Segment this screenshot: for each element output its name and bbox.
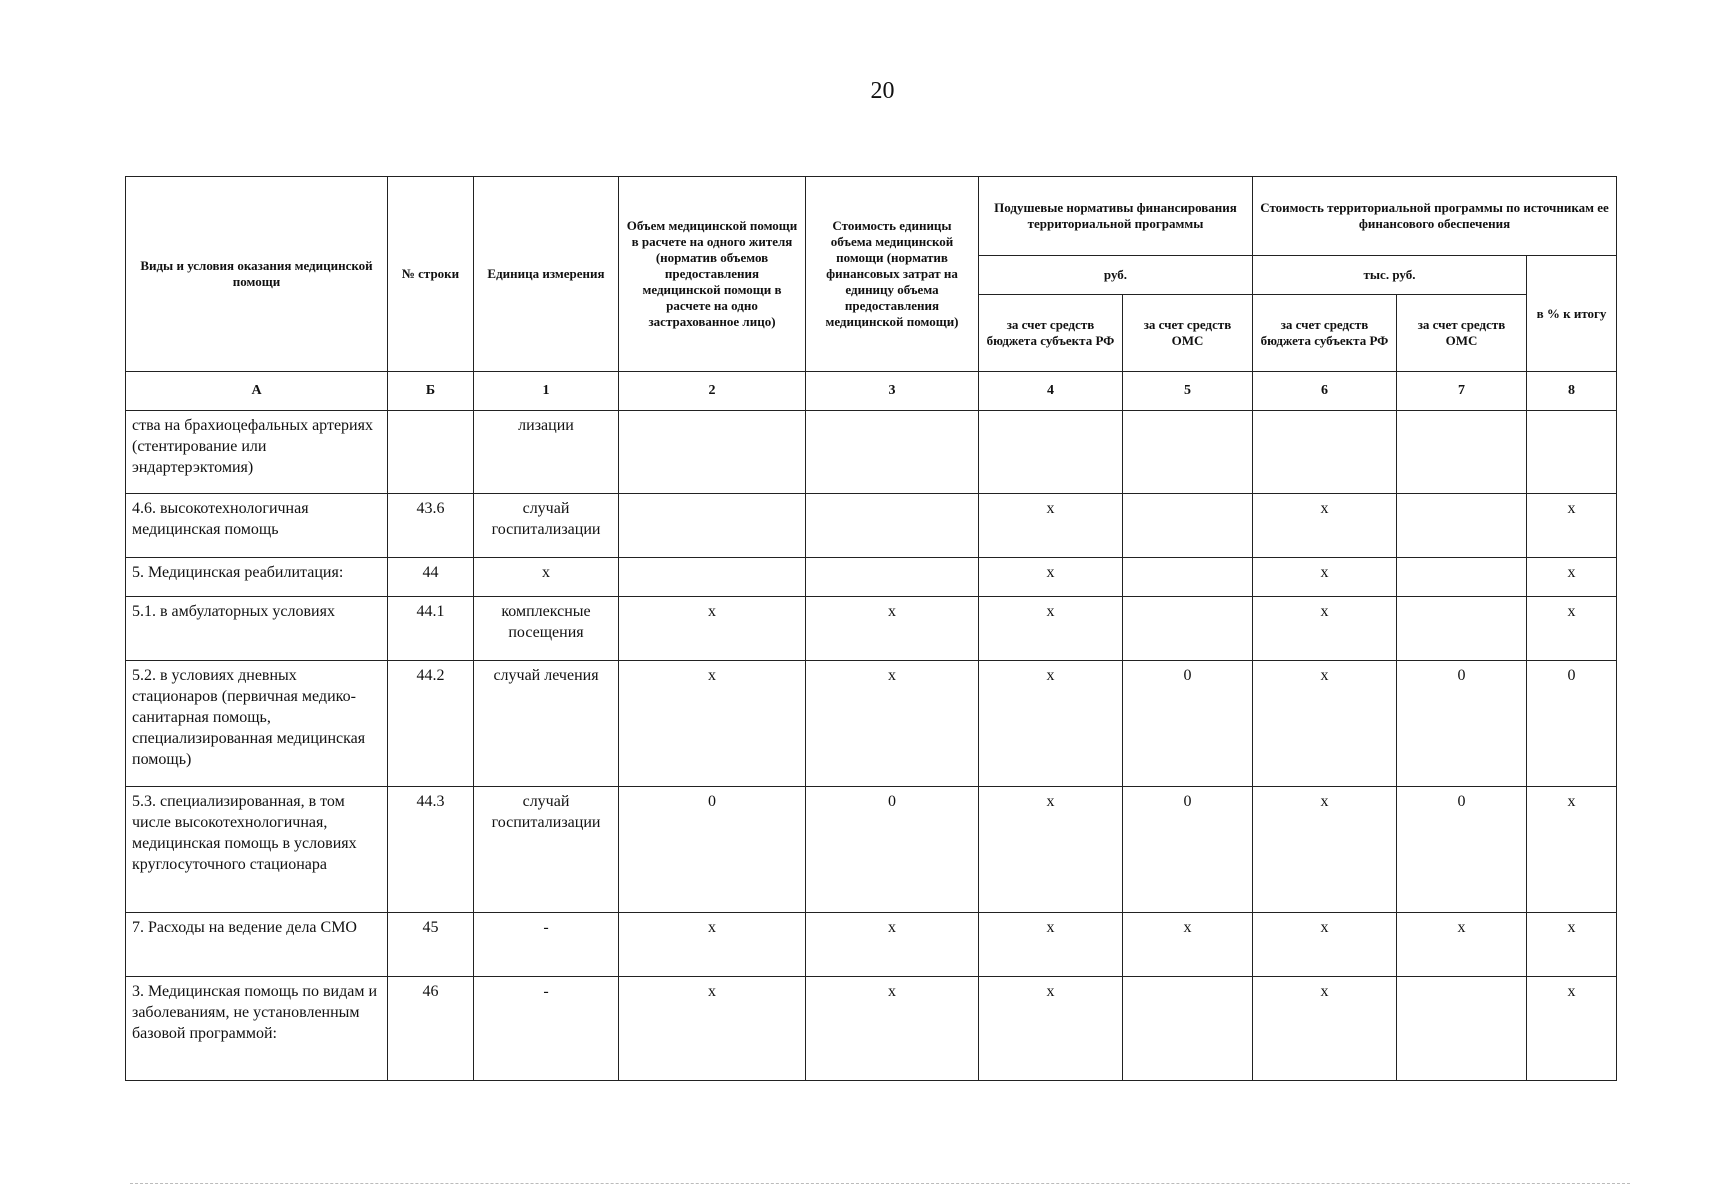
header-col-3: Стоимость единицы объема медицинской помощи (норматив финансовых затрат на единицу объема предоставления медицинской помощи) [806, 177, 979, 372]
header-col-a: Виды и условия оказания медицинской помощи [126, 177, 388, 372]
row-col-2 [619, 494, 806, 558]
table-row [126, 411, 1617, 494]
row-col-3: x [806, 977, 979, 1081]
row-col-2: x [619, 977, 806, 1081]
header-group-cost: Стоимость территориальной программы по источникам ее финансового обеспечения [1253, 177, 1617, 256]
row-col-4: x [979, 661, 1123, 787]
row-col-8 [1527, 411, 1617, 494]
page-footer-scan-noise [130, 1183, 1630, 1184]
row-col-8: x [1527, 977, 1617, 1081]
index-cell: А [126, 372, 388, 411]
row-name: 7. Расходы на ведение дела СМО [126, 913, 388, 977]
row-col-5: 0 [1123, 787, 1253, 913]
financing-table [125, 176, 1617, 1081]
row-col-3: x [806, 913, 979, 977]
row-col-4: x [979, 977, 1123, 1081]
row-col-7 [1397, 597, 1527, 661]
row-col-4: x [979, 913, 1123, 977]
row-unit: лизации [474, 411, 619, 494]
row-line: 43.6 [388, 494, 474, 558]
table-row [126, 661, 1617, 787]
table-row [126, 787, 1617, 913]
row-col-4 [979, 411, 1123, 494]
row-col-7: 0 [1397, 661, 1527, 787]
row-unit: x [474, 558, 619, 597]
index-cell: 7 [1397, 372, 1527, 411]
row-col-2 [619, 558, 806, 597]
row-col-5 [1123, 411, 1253, 494]
row-line: 44.2 [388, 661, 474, 787]
table-row [126, 913, 1617, 977]
index-cell: 6 [1253, 372, 1397, 411]
index-cell: 2 [619, 372, 806, 411]
row-col-6: x [1253, 558, 1397, 597]
row-unit: - [474, 913, 619, 977]
row-col-2: x [619, 661, 806, 787]
header-col-6: за счет средств бюджета субъекта РФ [1253, 295, 1397, 372]
row-col-4: x [979, 787, 1123, 913]
table-row [126, 597, 1617, 661]
row-line: 46 [388, 977, 474, 1081]
row-col-7 [1397, 558, 1527, 597]
row-col-3: x [806, 661, 979, 787]
row-col-7: 0 [1397, 787, 1527, 913]
row-col-3 [806, 411, 979, 494]
table-header [126, 177, 1617, 411]
row-col-6: x [1253, 977, 1397, 1081]
row-col-5: x [1123, 913, 1253, 977]
row-col-6: x [1253, 787, 1397, 913]
header-col-5: за счет средств ОМС [1123, 295, 1253, 372]
row-col-6: x [1253, 597, 1397, 661]
row-line: 44 [388, 558, 474, 597]
row-col-3 [806, 494, 979, 558]
row-unit: случай госпитализации [474, 787, 619, 913]
row-col-8: x [1527, 494, 1617, 558]
row-col-5 [1123, 558, 1253, 597]
row-col-8: 0 [1527, 661, 1617, 787]
row-col-6: x [1253, 494, 1397, 558]
row-col-2: x [619, 913, 806, 977]
row-col-3: 0 [806, 787, 979, 913]
row-name: 5.3. специализированная, в том числе высокотехнологичная, медицинская помощь в условиях круглосуточного стационара [126, 787, 388, 913]
row-col-7: x [1397, 913, 1527, 977]
table-row [126, 977, 1617, 1081]
row-name: ства на брахиоцефальных артериях (стентирование или эндартерэктомия) [126, 411, 388, 494]
header-group-per-capita: Подушевые нормативы финансирования территориальной программы [979, 177, 1253, 256]
row-unit: комплексные посещения [474, 597, 619, 661]
header-col-8: в % к итогу [1527, 256, 1617, 372]
row-line: 45 [388, 913, 474, 977]
row-col-5 [1123, 977, 1253, 1081]
row-col-4: x [979, 597, 1123, 661]
row-col-2: 0 [619, 787, 806, 913]
row-col-7 [1397, 977, 1527, 1081]
row-name: 5.1. в амбулаторных условиях [126, 597, 388, 661]
header-col-1: Единица измерения [474, 177, 619, 372]
row-line: 44.3 [388, 787, 474, 913]
row-col-8: x [1527, 597, 1617, 661]
row-col-6: x [1253, 661, 1397, 787]
row-name: 3. Медицинская помощь по видам и заболеваниям, не установленным базовой программой: [126, 977, 388, 1081]
header-unit-thousand-rub: тыс. руб. [1253, 256, 1527, 295]
table-body [126, 411, 1617, 1081]
row-unit: - [474, 977, 619, 1081]
row-col-4: x [979, 494, 1123, 558]
row-line [388, 411, 474, 494]
row-col-7 [1397, 494, 1527, 558]
row-col-7 [1397, 411, 1527, 494]
index-cell: 8 [1527, 372, 1617, 411]
index-cell: 4 [979, 372, 1123, 411]
row-col-6 [1253, 411, 1397, 494]
index-cell: Б [388, 372, 474, 411]
header-col-2: Объем медицинской помощи в расчете на одного жителя (норматив объемов предоставления медицинской помощи в расчете на одно застрахованное лицо) [619, 177, 806, 372]
table-row [126, 558, 1617, 597]
row-col-3 [806, 558, 979, 597]
row-line: 44.1 [388, 597, 474, 661]
index-cell: 1 [474, 372, 619, 411]
header-col-4: за счет средств бюджета субъекта РФ [979, 295, 1123, 372]
row-col-5 [1123, 597, 1253, 661]
header-unit-rub: руб. [979, 256, 1253, 295]
row-col-5: 0 [1123, 661, 1253, 787]
row-unit: случай госпитализации [474, 494, 619, 558]
row-name: 4.6. высокотехнологичная медицинская помощь [126, 494, 388, 558]
header-col-7: за счет средств ОМС [1397, 295, 1527, 372]
row-col-2: x [619, 597, 806, 661]
row-col-8: x [1527, 913, 1617, 977]
index-row [126, 372, 1617, 411]
row-col-8: x [1527, 787, 1617, 913]
row-col-8: x [1527, 558, 1617, 597]
header-col-b: № строки [388, 177, 474, 372]
row-col-5 [1123, 494, 1253, 558]
index-cell: 5 [1123, 372, 1253, 411]
table-row [126, 494, 1617, 558]
index-cell: 3 [806, 372, 979, 411]
row-unit: случай лечения [474, 661, 619, 787]
row-name: 5.2. в условиях дневных стационаров (первичная медико-санитарная помощь, специализированная медицинская помощь) [126, 661, 388, 787]
row-col-6: x [1253, 913, 1397, 977]
row-col-4: x [979, 558, 1123, 597]
row-name: 5. Медицинская реабилитация: [126, 558, 388, 597]
row-col-2 [619, 411, 806, 494]
row-col-3: x [806, 597, 979, 661]
page-number: 20 [870, 78, 895, 104]
